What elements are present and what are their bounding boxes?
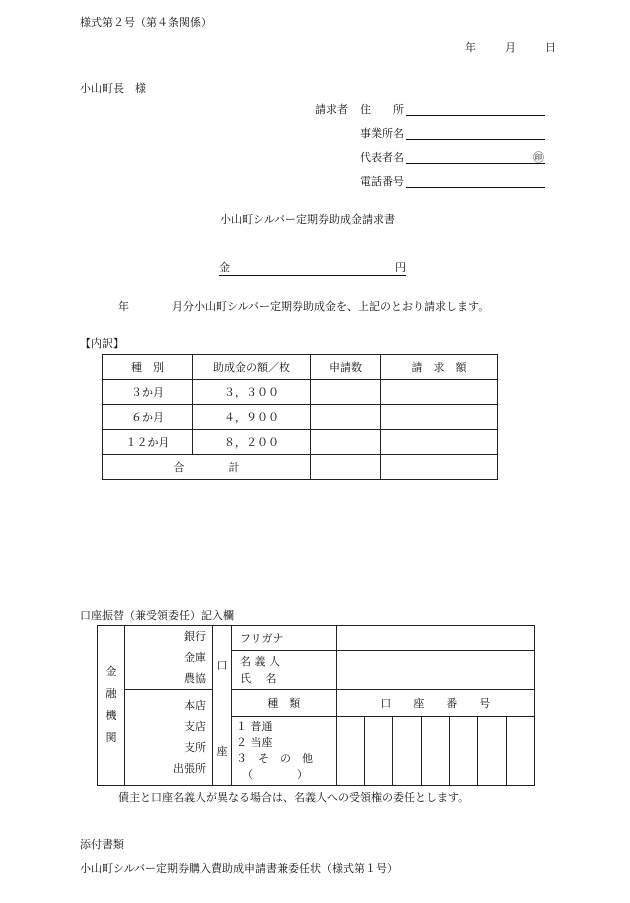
table-total-row xyxy=(103,455,498,480)
applicant-label: 請求者 xyxy=(315,103,348,116)
number-header: 口 座 番 号 xyxy=(336,690,534,716)
office-label: 事業所名 xyxy=(360,127,404,140)
furigana-input[interactable] xyxy=(337,626,535,651)
amount-prefix: 金 xyxy=(219,261,230,274)
branch-main-option: 本店 xyxy=(184,699,206,713)
total-claim-cell[interactable] xyxy=(381,455,498,480)
amount-suffix: 円 xyxy=(395,261,406,274)
bank-table xyxy=(97,625,535,786)
kind-header: 種 類 xyxy=(232,690,336,716)
row-count-cell[interactable] xyxy=(311,380,381,405)
date-field xyxy=(465,39,556,55)
bank-heading: 口座振替（兼受領委任）記入欄 xyxy=(80,609,234,622)
branch-type-cell[interactable] xyxy=(125,690,213,786)
table-row xyxy=(103,380,498,405)
account-number-cells[interactable] xyxy=(336,716,534,785)
row-type: １２か月 xyxy=(103,430,193,455)
total-label: 合 計 xyxy=(103,455,311,480)
representative-label: 代表者名 xyxy=(360,151,404,164)
table-header-row xyxy=(103,355,498,380)
bank-option: 銀行 xyxy=(184,630,206,643)
seal-mark: ㊞ xyxy=(533,151,544,164)
header-type: 種 別 xyxy=(103,355,193,380)
attachments-item: 小山町シルバー定期券購入費助成申請書兼委任状（様式第１号） xyxy=(80,862,398,875)
kind-options[interactable] xyxy=(232,716,336,785)
date-month-label: 月 xyxy=(505,41,516,54)
statement-year: 年 xyxy=(118,300,129,313)
delegation-note: 債主と口座名義人が異なる場合は、名義人への受領権の委任とします。 xyxy=(118,791,470,804)
phone-line[interactable] xyxy=(406,187,545,188)
kind-current: ２ 当座 xyxy=(236,735,273,749)
addressee: 小山町長 様 xyxy=(80,82,146,95)
table-row xyxy=(103,405,498,430)
kind-other: ３ そ の 他 xyxy=(236,751,313,765)
address-line[interactable] xyxy=(406,115,545,116)
row-type: ６か月 xyxy=(103,405,193,430)
account-label-top: 口 xyxy=(213,626,232,690)
date-year-label: 年 xyxy=(465,41,476,54)
attachments-heading: 添付書類 xyxy=(80,838,124,851)
header-amount: 助成金の額／枚 xyxy=(193,355,311,380)
total-count-cell[interactable] xyxy=(311,455,381,480)
header-count: 申請数 xyxy=(311,355,381,380)
table-row xyxy=(103,430,498,455)
representative-line[interactable] xyxy=(406,163,545,164)
account-details xyxy=(232,690,535,786)
shinkin-option: 金庫 xyxy=(184,651,206,664)
holder-label: 名 義 人 氏 名 xyxy=(232,651,337,690)
account-label-bottom: 座 xyxy=(213,690,232,786)
address-label: 住 所 xyxy=(360,103,404,116)
row-amount: ３，３００ xyxy=(193,380,311,405)
sub-branch-option: 支所 xyxy=(184,741,206,755)
holder-input[interactable] xyxy=(337,651,535,690)
date-day-label: 日 xyxy=(545,41,556,54)
amount-field[interactable] xyxy=(219,259,406,276)
statement xyxy=(118,298,489,314)
row-count-cell[interactable] xyxy=(311,430,381,455)
furigana-label: フリガナ xyxy=(232,626,337,651)
row-claim-cell[interactable] xyxy=(381,380,498,405)
row-type: ３か月 xyxy=(103,380,193,405)
row-claim-cell[interactable] xyxy=(381,405,498,430)
office-line[interactable] xyxy=(406,139,545,140)
document-title: 小山町シルバー定期券助成金請求書 xyxy=(220,213,395,226)
form-number: 様式第２号（第４条関係） xyxy=(80,16,212,29)
header-claim: 請 求 額 xyxy=(381,355,498,380)
row-amount: ４，９００ xyxy=(193,405,311,430)
nokyo-option: 農協 xyxy=(184,672,206,685)
kind-other-paren: （ ） xyxy=(242,767,308,781)
institution-type-cell[interactable] xyxy=(125,626,213,690)
branch-option: 支店 xyxy=(184,720,206,734)
office-option: 出張所 xyxy=(173,762,206,776)
phone-label: 電話番号 xyxy=(360,175,404,188)
statement-text: 月分小山町シルバー定期券助成金を、上記のとおり請求します。 xyxy=(172,300,490,313)
institution-label: 金 融 機 関 xyxy=(98,626,125,786)
row-count-cell[interactable] xyxy=(311,405,381,430)
row-amount: ８，２００ xyxy=(193,430,311,455)
breakdown-heading: 【内訳】 xyxy=(80,337,124,350)
breakdown-table xyxy=(102,354,498,480)
kind-ordinary: １ 普通 xyxy=(236,719,273,733)
row-claim-cell[interactable] xyxy=(381,430,498,455)
